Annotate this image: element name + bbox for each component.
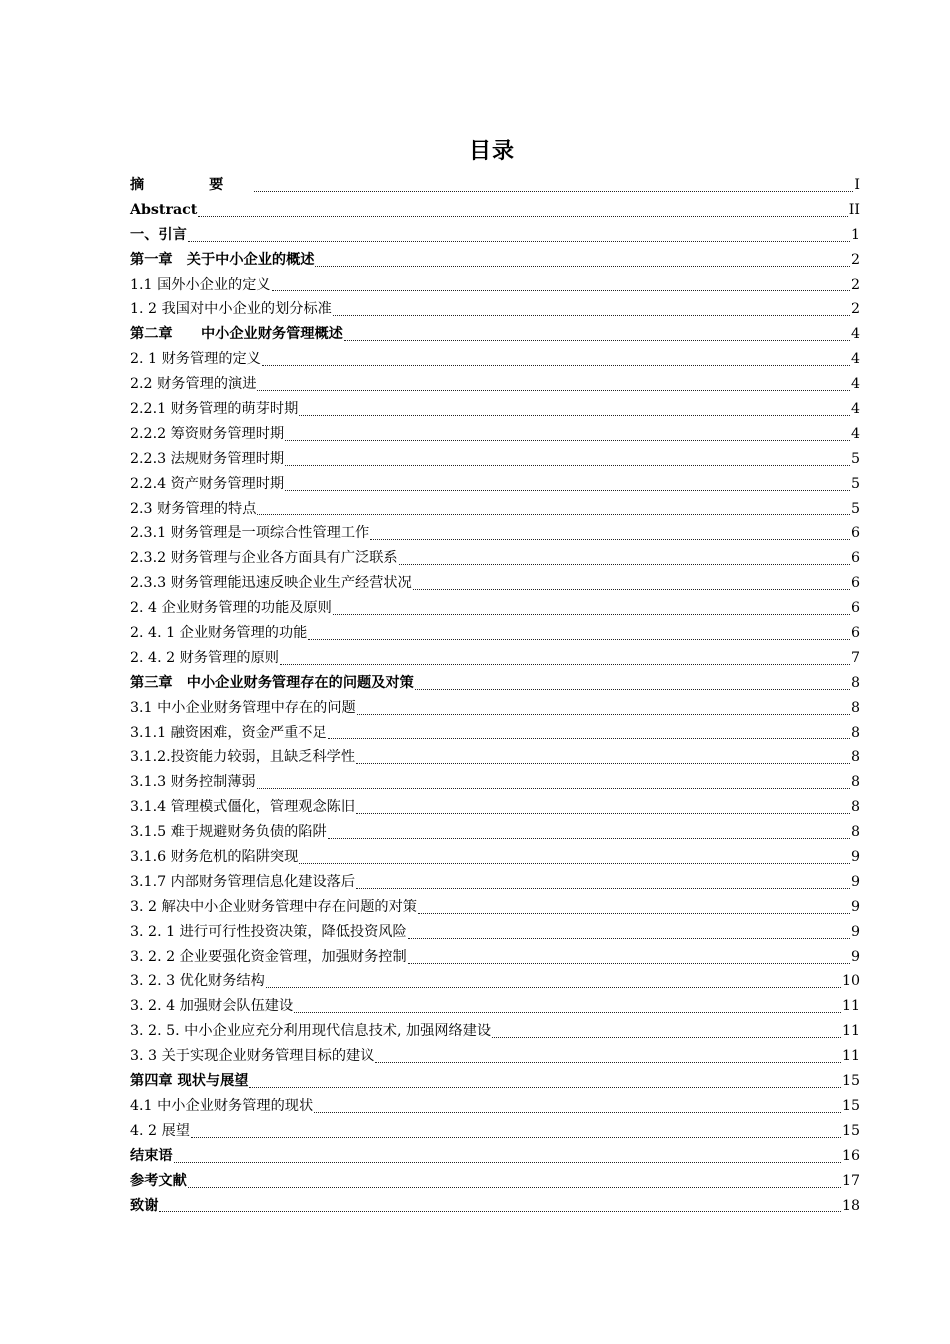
toc-entry-label: Abstract (130, 201, 198, 218)
toc-entry-page-number: 17 (841, 1172, 860, 1189)
toc-entry[interactable] (130, 571, 860, 596)
toc-entry-label: 1.1 国外小企业的定义 (130, 276, 271, 293)
toc-dot-leader (262, 365, 850, 366)
toc-dot-leader (356, 888, 850, 889)
toc-entry-label: 1. 2 我国对中小企业的划分标准 (130, 301, 332, 318)
toc-entry-page-number: 10 (841, 973, 860, 990)
toc-title: 目录 (468, 139, 515, 164)
toc-entry-label: 3. 2. 2 企业要强化资金管理，加强财务控制 (130, 948, 407, 965)
toc-entry[interactable] (130, 970, 860, 995)
toc-dot-leader (266, 987, 841, 988)
toc-entry-label: 致谢 (130, 1197, 159, 1214)
toc-entry[interactable] (130, 297, 860, 322)
toc-entry-page-number: 8 (850, 724, 860, 741)
toc-entry[interactable] (130, 198, 860, 223)
toc-entry[interactable] (130, 895, 860, 920)
toc-entry-page-number: 9 (850, 948, 860, 965)
toc-dot-leader (280, 664, 850, 665)
toc-entry-page-number: 9 (850, 849, 860, 866)
toc-entry-page-number: 4 (850, 326, 860, 343)
toc-entry-page-number: 4 (850, 351, 860, 368)
toc-entry[interactable] (130, 497, 860, 522)
toc-entry-label: 2.2.3 法规财务管理时期 (130, 450, 285, 467)
toc-entry-label: 3.1.2.投资能力较弱，且缺乏科学性 (130, 749, 356, 766)
toc-entry[interactable] (130, 596, 860, 621)
toc-entry-page-number: 4 (850, 425, 860, 442)
toc-entry[interactable] (130, 1019, 860, 1044)
toc-dot-leader (285, 440, 850, 441)
toc-entry[interactable] (130, 422, 860, 447)
toc-entry-page-number: 15 (841, 1122, 860, 1139)
toc-entry[interactable] (130, 671, 860, 696)
toc-dot-leader (492, 1037, 841, 1038)
toc-entry[interactable] (130, 447, 860, 472)
toc-entry[interactable] (130, 248, 860, 273)
toc-dot-leader (333, 315, 850, 316)
toc-entry[interactable] (130, 745, 860, 770)
toc-entry[interactable] (130, 945, 860, 970)
toc-dot-leader (198, 216, 847, 217)
toc-entry-label: 第四章 现状与展望 (130, 1073, 249, 1090)
toc-entry[interactable] (130, 870, 860, 895)
toc-dot-leader (159, 1211, 841, 1212)
toc-entry[interactable] (130, 1069, 860, 1094)
toc-dot-leader (191, 1137, 841, 1138)
toc-entry[interactable] (130, 1044, 860, 1069)
toc-entry-page-number: 5 (850, 475, 860, 492)
toc-dot-leader (308, 639, 850, 640)
toc-entry-page-number: 11 (841, 1023, 860, 1040)
toc-entry-label: 4. 2 展望 (130, 1122, 190, 1139)
toc-entry[interactable] (130, 1169, 860, 1194)
toc-entry-label: 2. 4. 1 企业财务管理的功能 (130, 625, 308, 642)
toc-entry-page-number: 11 (841, 998, 860, 1015)
toc-entry-label: 3.1.7 内部财务管理信息化建设落后 (130, 873, 356, 890)
toc-entry-label: 摘 要 (130, 176, 254, 193)
toc-entry[interactable] (130, 845, 860, 870)
toc-entry[interactable] (130, 347, 860, 372)
toc-dot-leader (299, 863, 850, 864)
toc-entry-page-number: 16 (841, 1147, 860, 1164)
toc-entry[interactable] (130, 521, 860, 546)
toc-dot-leader (357, 714, 850, 715)
toc-entry-label: 2.3.1 财务管理是一项综合性管理工作 (130, 525, 370, 542)
toc-dot-leader (254, 191, 853, 192)
toc-entry-page-number: 2 (850, 301, 860, 318)
toc-entry-page-number: 6 (850, 525, 860, 542)
toc-entry-label: 2.3.2 财务管理与企业各方面具有广泛联系 (130, 550, 398, 567)
toc-dot-leader (408, 938, 850, 939)
toc-entry-label: 3.1 中小企业财务管理中存在的问题 (130, 699, 356, 716)
toc-dot-leader (333, 614, 850, 615)
toc-entry[interactable] (130, 820, 860, 845)
toc-entry[interactable] (130, 372, 860, 397)
toc-dot-leader (174, 1162, 841, 1163)
toc-dot-leader (415, 689, 850, 690)
toc-entry-label: 2. 4. 2 财务管理的原则 (130, 649, 279, 666)
toc-entry-page-number: 18 (841, 1197, 860, 1214)
toc-dot-leader (257, 788, 850, 789)
toc-entry-page-number: 15 (841, 1097, 860, 1114)
toc-entry-page-number: 6 (850, 625, 860, 642)
toc-entry-label: 2.2.2 筹资财务管理时期 (130, 425, 285, 442)
toc-entry-label: 第一章 关于中小企业的概述 (130, 251, 315, 268)
toc-entry-label: 3. 2. 4 加强财会队伍建设 (130, 998, 294, 1015)
toc-entry[interactable] (130, 322, 860, 347)
toc-entry[interactable] (130, 1094, 860, 1119)
toc-dot-leader (299, 415, 850, 416)
toc-dot-leader (356, 763, 850, 764)
toc-dot-leader (328, 738, 850, 739)
toc-dot-leader (257, 514, 850, 515)
toc-entry-label: 2.2.4 资产财务管理时期 (130, 475, 285, 492)
toc-dot-leader (375, 1062, 841, 1063)
toc-entry-page-number: 8 (850, 674, 860, 691)
toc-dot-leader (249, 1087, 840, 1088)
toc-entry-label: 第三章 中小企业财务管理存在的问题及对策 (130, 674, 414, 691)
toc-entry-label: 2. 4 企业财务管理的功能及原则 (130, 600, 332, 617)
toc-entry[interactable] (130, 770, 860, 795)
toc-entry-page-number: 1 (850, 226, 860, 243)
toc-entry-label: 3.1.5 难于规避财务负债的陷阱 (130, 824, 327, 841)
toc-entry[interactable] (130, 920, 860, 945)
toc-entry-page-number: 4 (850, 376, 860, 393)
toc-entry-label: 结束语 (130, 1147, 173, 1164)
toc-entry-page-number: 9 (850, 873, 860, 890)
toc-entry-label: 3.1.3 财务控制薄弱 (130, 774, 256, 791)
toc-entry[interactable] (130, 696, 860, 721)
toc-dot-leader (272, 290, 850, 291)
toc-entry-label: 参考文献 (130, 1172, 187, 1189)
toc-list (130, 173, 860, 1218)
toc-dot-leader (285, 490, 850, 491)
toc-entry-label: 3. 2. 3 优化财务结构 (130, 973, 265, 990)
toc-dot-leader (370, 539, 850, 540)
toc-entry-page-number: 8 (850, 774, 860, 791)
toc-entry-page-number: 9 (850, 898, 860, 915)
toc-dot-leader (328, 838, 850, 839)
toc-dot-leader (188, 241, 850, 242)
toc-entry[interactable] (130, 1144, 860, 1169)
toc-entry-label: 4.1 中小企业财务管理的现状 (130, 1097, 314, 1114)
toc-entry[interactable] (130, 795, 860, 820)
toc-dot-leader (188, 1187, 841, 1188)
toc-entry-page-number: 5 (850, 450, 860, 467)
toc-entry[interactable] (130, 173, 860, 198)
toc-entry[interactable] (130, 546, 860, 571)
toc-dot-leader (314, 1112, 841, 1113)
toc-entry[interactable] (130, 621, 860, 646)
toc-entry[interactable] (130, 397, 860, 422)
toc-entry[interactable] (130, 273, 860, 298)
toc-entry-page-number: 11 (841, 1048, 860, 1065)
toc-entry-page-number: 9 (850, 923, 860, 940)
toc-entry-label: 2.2.1 财务管理的萌芽时期 (130, 401, 299, 417)
toc-entry-page-number: 6 (850, 550, 860, 567)
toc-entry-label: 3.1.1 融资困难，资金严重不足 (130, 724, 327, 741)
toc-entry-label: 3. 2. 5. 中小企业应充分利用现代信息技术, 加强网络建设 (130, 1023, 492, 1040)
toc-entry-page-number: 4 (850, 401, 860, 417)
toc-entry-label: 2.3.3 财务管理能迅速反映企业生产经营状况 (130, 575, 412, 592)
toc-entry-label: 3.1.6 财务危机的陷阱突现 (130, 849, 299, 866)
toc-dot-leader (294, 1012, 841, 1013)
toc-entry-page-number: 15 (841, 1073, 860, 1090)
toc-dot-leader (285, 465, 850, 466)
toc-dot-leader (418, 913, 850, 914)
toc-entry[interactable] (130, 223, 860, 248)
toc-dot-leader (344, 340, 850, 341)
toc-entry[interactable] (130, 1194, 860, 1219)
toc-entry[interactable] (130, 994, 860, 1019)
toc-entry-label: 2.3 财务管理的特点 (130, 500, 257, 517)
toc-dot-leader (408, 963, 850, 964)
toc-dot-leader (413, 589, 850, 590)
toc-entry-label: 2. 1 财务管理的定义 (130, 351, 261, 368)
toc-dot-leader (315, 266, 850, 267)
toc-entry-label: 3.1.4 管理模式僵化，管理观念陈旧 (130, 799, 356, 816)
toc-dot-leader (257, 390, 850, 391)
toc-entry-page-number: 8 (850, 699, 860, 716)
toc-entry-page-number: I (854, 176, 860, 193)
toc-entry[interactable] (130, 472, 860, 497)
toc-entry-page-number: II (848, 201, 860, 218)
toc-dot-leader (399, 564, 850, 565)
toc-entry[interactable] (130, 721, 860, 746)
toc-entry[interactable] (130, 1119, 860, 1144)
toc-entry-page-number: 6 (850, 575, 860, 592)
toc-entry-label: 3. 2 解决中小企业财务管理中存在问题的对策 (130, 898, 417, 915)
toc-entry-label: 第二章 中小企业财务管理概述 (130, 326, 343, 343)
toc-entry-page-number: 8 (850, 824, 860, 841)
toc-entry-page-number: 6 (850, 600, 860, 617)
toc-entry-page-number: 2 (850, 276, 860, 293)
toc-entry-page-number: 8 (850, 799, 860, 816)
toc-dot-leader (356, 813, 850, 814)
toc-entry-label: 3. 2. 1 进行可行性投资决策，降低投资风险 (130, 923, 407, 940)
toc-entry-page-number: 7 (850, 649, 860, 666)
toc-entry-label: 3. 3 关于实现企业财务管理目标的建议 (130, 1048, 375, 1065)
toc-entry-page-number: 2 (850, 251, 860, 268)
toc-entry-page-number: 8 (850, 749, 860, 766)
toc-entry-label: 2.2 财务管理的演进 (130, 376, 257, 393)
toc-entry[interactable] (130, 646, 860, 671)
toc-entry-page-number: 5 (850, 500, 860, 517)
toc-entry-label: 一、引言 (130, 226, 187, 243)
